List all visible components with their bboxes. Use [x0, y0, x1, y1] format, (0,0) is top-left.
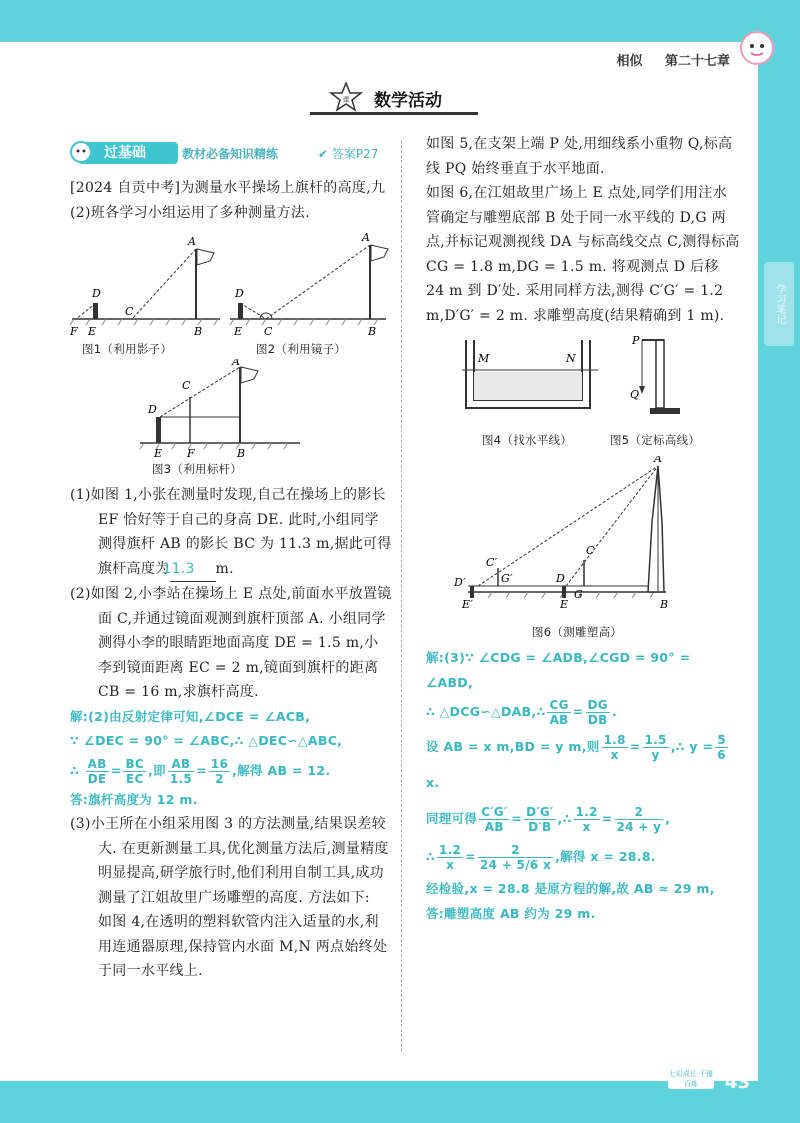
- svg-text:E: E: [154, 447, 163, 460]
- solution-3-verify: 经检验,x = 28.8 是原方程的解,故 AB ≈ 29 m,: [426, 881, 715, 896]
- figure-2-caption: 图2（利用镜子）: [256, 342, 347, 356]
- cartoon-icon: [70, 140, 92, 164]
- figure-4: [462, 340, 598, 408]
- side-tab[interactable]: 学习笔记: [764, 262, 794, 346]
- solution-2-line-1: 解:(2)由反射定律可知,∠DCE = ∠ACB,: [70, 708, 311, 724]
- problem-intro: [2024 自贡中考]为测量水平操场上旗杆的高度,九(2)班各学习小组运用了多种测量方法.: [70, 180, 386, 221]
- top-border: [0, 0, 800, 42]
- figure-6: [426, 456, 740, 642]
- svg-text:G′: G′: [501, 572, 513, 585]
- figure-3: [70, 359, 392, 477]
- solution-3-line-1: 解:(3)∵ ∠CDG = ∠ADB,∠CGD = 90° = ∠ABD,: [426, 650, 691, 690]
- solution-3-line-2: ∴ △DCG∽△DAB,∴ $\frac{CG}{AB}$ = $\frac{DG}{DB}$ .: [426, 698, 618, 727]
- svg-text:G: G: [574, 588, 584, 601]
- title-underline: [310, 112, 478, 115]
- solution-3-line-5: ∴ $\frac{1.2}{x}$ = $\frac{2}{24 + 5/6 x}$ ,解得 x = 28.8.: [426, 843, 656, 872]
- question-3-step-1: 如图 4,在透明的塑料软管内注入适量的水,利用连通器原理,保持管内水面 M,N 两点始终处于同一水平线上.: [98, 914, 388, 979]
- svg-text:B: B: [368, 325, 377, 338]
- solution-2-answer: 答:旗杆高度为 12 m.: [70, 791, 198, 807]
- figure-1: [70, 235, 220, 338]
- svg-text:P: P: [632, 336, 640, 347]
- svg-text:C: C: [125, 305, 134, 318]
- figure-2: [230, 231, 388, 338]
- question-2: (2)如图 2,小李站在操场上 E 点处,前面水平放置镜面 C,并通过镜面观测到旗杆顶部 A. 小组同学测得小李的眼睛距地面高度 DE = 1.5 m,小李到镜面距离 EC = 2 m,镜面到旗杆的距离 CB = 16 m,求旗杆高度.: [70, 586, 392, 700]
- step-fig5: 如图 5,在支架上端 P 处,用细线系小重物 Q,标高线 PQ 始终垂直于水平地面.: [426, 136, 733, 177]
- svg-text:A: A: [362, 231, 371, 244]
- svg-text:N: N: [566, 352, 576, 365]
- mascot-icon: [734, 28, 780, 68]
- step-fig6: 如图 6,在江姐故里广场上 E 点处,同学们用注水管确定与雕塑底部 B 处于同一水平线的 D,G 两点,并标记观测视线 DA 与标高线交点 C,测得标高 CG = 1.8 m,DG = 1.5 m. 将观测点 D 后移 24 m 到 D′处. 采用同样方法,测得 C′G′ = 1.2 m,D′G′ = 2 m. 求雕塑高度(结果精确到 1 m).: [426, 185, 740, 324]
- svg-text:B: B: [194, 325, 203, 338]
- svg-text:B: B: [237, 447, 246, 460]
- figure-6-caption: 图6（测雕塑高）: [532, 625, 623, 639]
- solution-2-line-3: ∴ $\frac{AB}{DE}$ = $\frac{BC}{EC}$ ,即 $\frac{AB}{1.5}$ = $\frac{16}{2}$ ,解得 AB = 12.: [70, 756, 331, 786]
- answer-reference: ✔ 答案P27: [318, 147, 379, 161]
- figure-6-diagram: [426, 456, 740, 642]
- svg-text:C: C: [586, 544, 595, 557]
- page-title: 数学活动: [374, 91, 442, 111]
- svg-text:D′: D′: [454, 576, 466, 589]
- solution-3-line-3: 设 AB = x m,BD = y m,则 $\frac{1.8}{x}$ = $\frac{1.5}{y}$ ,∴ y = $\frac{5}{6}$ x.: [426, 733, 726, 790]
- svg-text:Q: Q: [630, 388, 640, 401]
- svg-text:B: B: [660, 598, 669, 611]
- svg-text:D: D: [235, 287, 245, 300]
- question-3: (3)小王所在小组采用图 3 的方法测量,结果误差较大. 在更新测量工具,优化测量方法后,测量精度明显提高,研学旅行时,他们利用自制工具,成功测量了江姐故里广场雕塑的高度. 方法如下:: [70, 816, 389, 906]
- svg-text:F: F: [70, 325, 78, 338]
- figure-3-caption: 图3（利用标杆）: [152, 462, 243, 476]
- running-header: [598, 50, 730, 69]
- svg-text:E: E: [234, 325, 243, 338]
- svg-text:C: C: [264, 325, 273, 338]
- svg-text:A: A: [654, 456, 663, 465]
- figures-4-5: [426, 336, 740, 452]
- svg-text:D: D: [92, 287, 102, 300]
- star-icon: [328, 82, 364, 112]
- solution-2-line-2: ∵ ∠DEC = 90° = ∠ABC,∴ △DEC∽△ABC,: [70, 733, 343, 748]
- svg-text:E: E: [560, 598, 569, 611]
- page-title-block: [328, 82, 468, 112]
- answer-blank-1[interactable]: 11.3: [170, 557, 216, 583]
- right-border: [758, 0, 800, 1123]
- solution-3-line-4: 同理可得 $\frac{C'G'}{AB}$ = $\frac{D'G'}{D'B}$ ,∴ $\frac{1.2}{x}$ = $\frac{2}{24 + y}$ ,: [426, 805, 671, 834]
- figure-1-caption: 图1（利用影子）: [82, 342, 173, 356]
- svg-text:F: F: [187, 447, 195, 460]
- footer-tag: 七彩成长 千锤百炼: [668, 1070, 714, 1088]
- question-1: (1)如图 1,小张在测量时发现,自己在操场上的影长 EF 恰好等于自己的身高 DE. 此时,小组同学测得旗杆 AB 的影长 BC 为 11.3 m,据此可得旗杆高度为11.3 m.: [70, 483, 392, 582]
- svg-text:A: A: [232, 359, 241, 368]
- figures-1-2: [70, 231, 392, 359]
- svg-text:C′: C′: [486, 556, 498, 569]
- page-number: 43: [724, 1072, 750, 1093]
- svg-text:课: 课: [342, 96, 350, 104]
- right-column: [426, 132, 740, 926]
- solution-3-answer: 答:雕塑高度 AB 约为 29 m.: [426, 905, 596, 921]
- svg-text:A: A: [188, 235, 197, 248]
- svg-text:C: C: [182, 379, 191, 392]
- svg-text:E: E: [88, 325, 97, 338]
- svg-text:E′: E′: [462, 598, 474, 611]
- svg-text:M: M: [478, 352, 490, 365]
- section-subtitle: 教材必备知识精练: [182, 147, 279, 161]
- figure-5-caption: 图5（定标高线）: [610, 433, 701, 447]
- figure-5: [630, 336, 680, 414]
- chapter-topic: 相似: [616, 54, 643, 69]
- section-header: [70, 140, 400, 166]
- svg-text:D: D: [556, 572, 566, 585]
- svg-text:D: D: [148, 403, 158, 416]
- left-column: [70, 176, 392, 984]
- figure-4-caption: 图4（找水平线）: [482, 433, 573, 447]
- chapter-number: 第二十七章: [664, 54, 730, 69]
- column-divider: [401, 140, 402, 1052]
- section-badge: 过基础: [78, 142, 178, 164]
